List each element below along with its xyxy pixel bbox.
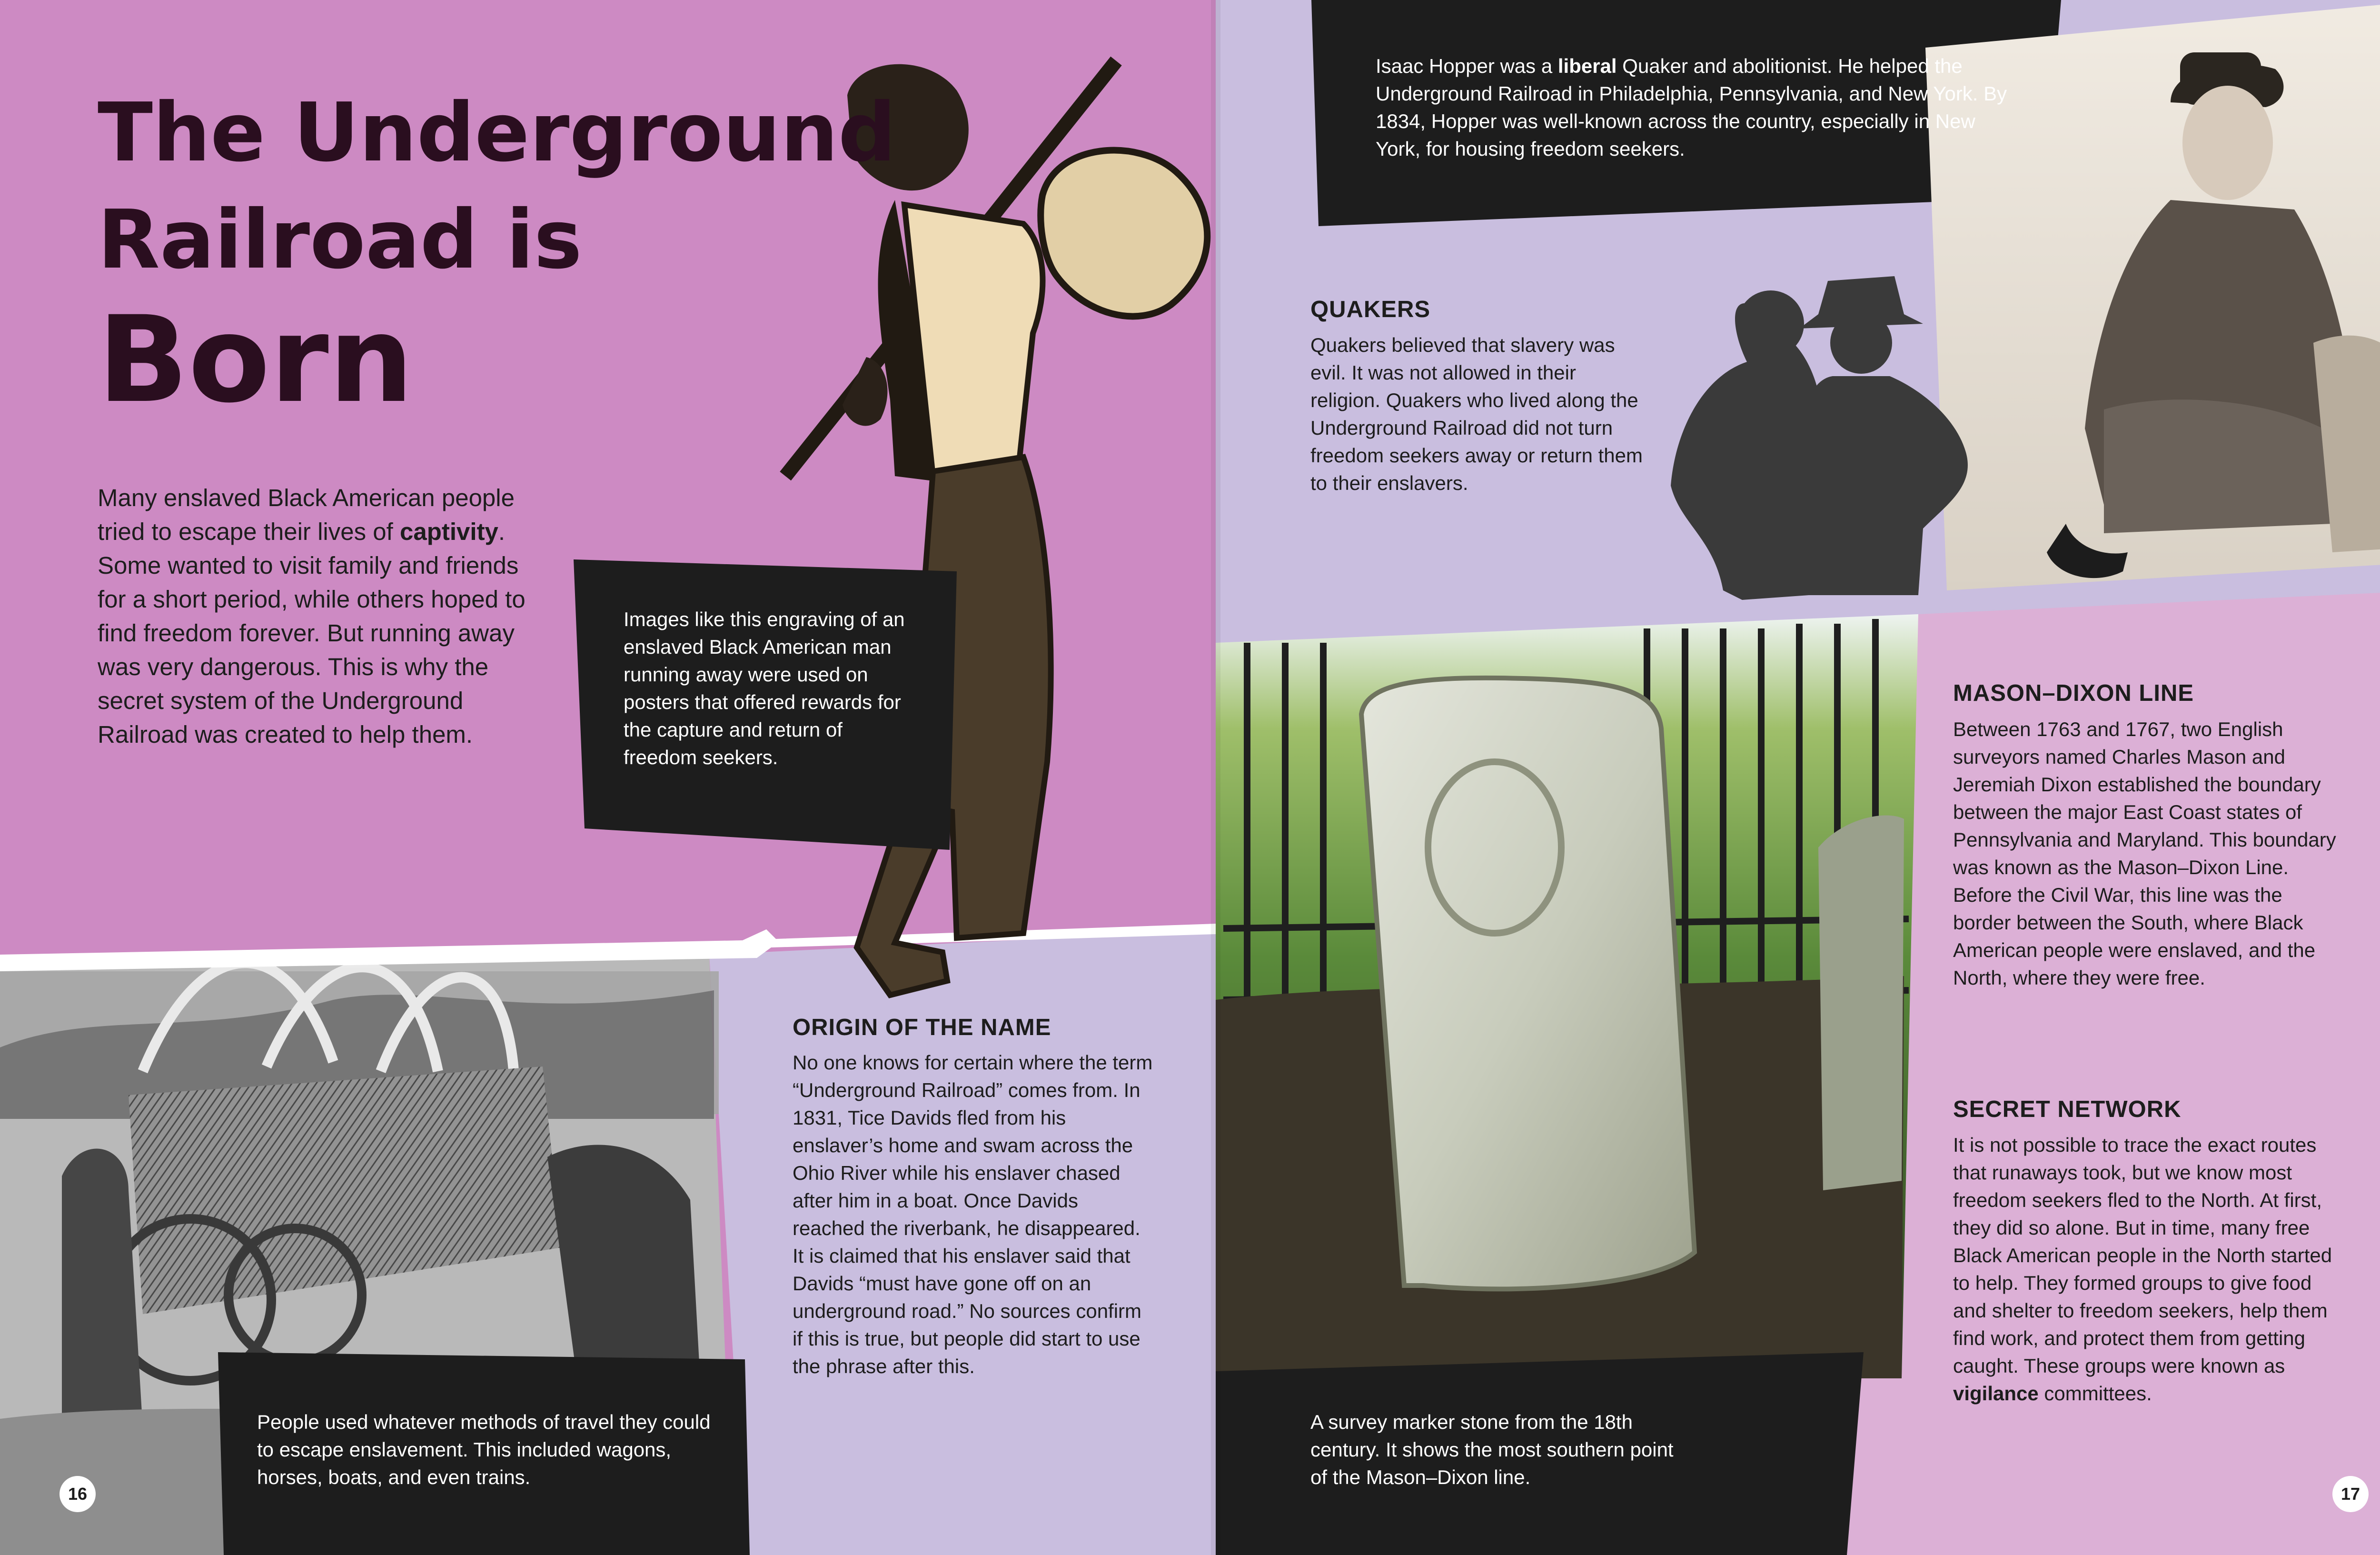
secret-network-text: It is not possible to trace the exact routes that runaways took, but we know most freedom seekers fled to the North. At first, they did so alone. But in time, many free Black American people in the North started to help. They formed groups to give food and shelter to freedom seekers, help them find work, and protect them from getting caught. These groups were known as vigilance committees. [1953,1134,2332,1405]
origin-heading: ORIGIN OF THE NAME [793,1015,1051,1040]
mason-dixon-text: Between 1763 and 1767, two English surveyors named Charles Mason and Jeremiah Dixon established the boundary between the major East Coast states of Pennsylvania and Maryland. This boundary was known as the Mason–Dixon Line. Before the Civil War, this line was the border between the South, where Black American people were enslaved, and the North, where they were free. [1953,718,2336,989]
engraving-caption: Images like this engraving of an enslaved Black American man running away were used on posters that offered rewards for the capture and return of freedom seekers. [624,608,905,768]
page-title-line-1: The Underground [98,86,896,180]
second-stone [1818,816,1904,1191]
page-title-line-3: Born [98,290,414,429]
intro-term-captivity: captivity [400,518,498,545]
mason-dixon-heading: MASON–DIXON LINE [1953,680,2194,706]
wagon-caption: People used whatever methods of travel they could to escape enslavement. This included wagons, horses, boats, and even trains. [257,1411,711,1488]
quakers-heading: QUAKERS [1310,297,1431,322]
intro-paragraph: Many enslaved Black American people tried to escape their lives of captivity. Some wanted to visit family and friends for a short period, while others hoped to find freedom forever. But running away was very dangerous. This is why the secret system of the Underground Railroad was created to help them. [98,484,526,748]
hopper-term-liberal: liberal [1557,55,1617,77]
origin-text: No one knows for certain where the term “Underground Railroad” comes from. In 1831, Tice Davids fled from his enslaver’s home and swam across the Ohio River while his enslaver chased after him in a boat. Once Davids reached the riverbank, he disappeared. It is claimed that his enslaver said that Davids “must have gone off on an underground road.” No sources confirm if this is true, but people did start to use the phrase after this. [793,1051,1153,1377]
page-number-right: 17 [2332,1476,2369,1512]
hopper-caption: Isaac Hopper was a liberal Quaker and abolitionist. He helped the Underground Railroad in Philadelphia, Pennsylvania, and New York. By 1834, Hopper was well-known across the country, especially in New York, for housing freedom seekers. [1376,55,2007,160]
quakers-text: Quakers believed that slavery was evil. It was not allowed in their religion. Quakers who lived along the Underground Railroad did not turn freedom seekers away or return them to their enslavers. [1310,334,1643,494]
page-title-line-2: Railroad is [98,193,582,287]
secret-network-heading: SECRET NETWORK [1953,1096,2182,1122]
secret-network-term-vigilance: vigilance [1953,1382,2039,1405]
page-number-left: 16 [60,1476,96,1512]
marker-caption: A survey marker stone from the 18th century. It shows the most southern point of the Mason–Dixon line. [1310,1411,1674,1488]
